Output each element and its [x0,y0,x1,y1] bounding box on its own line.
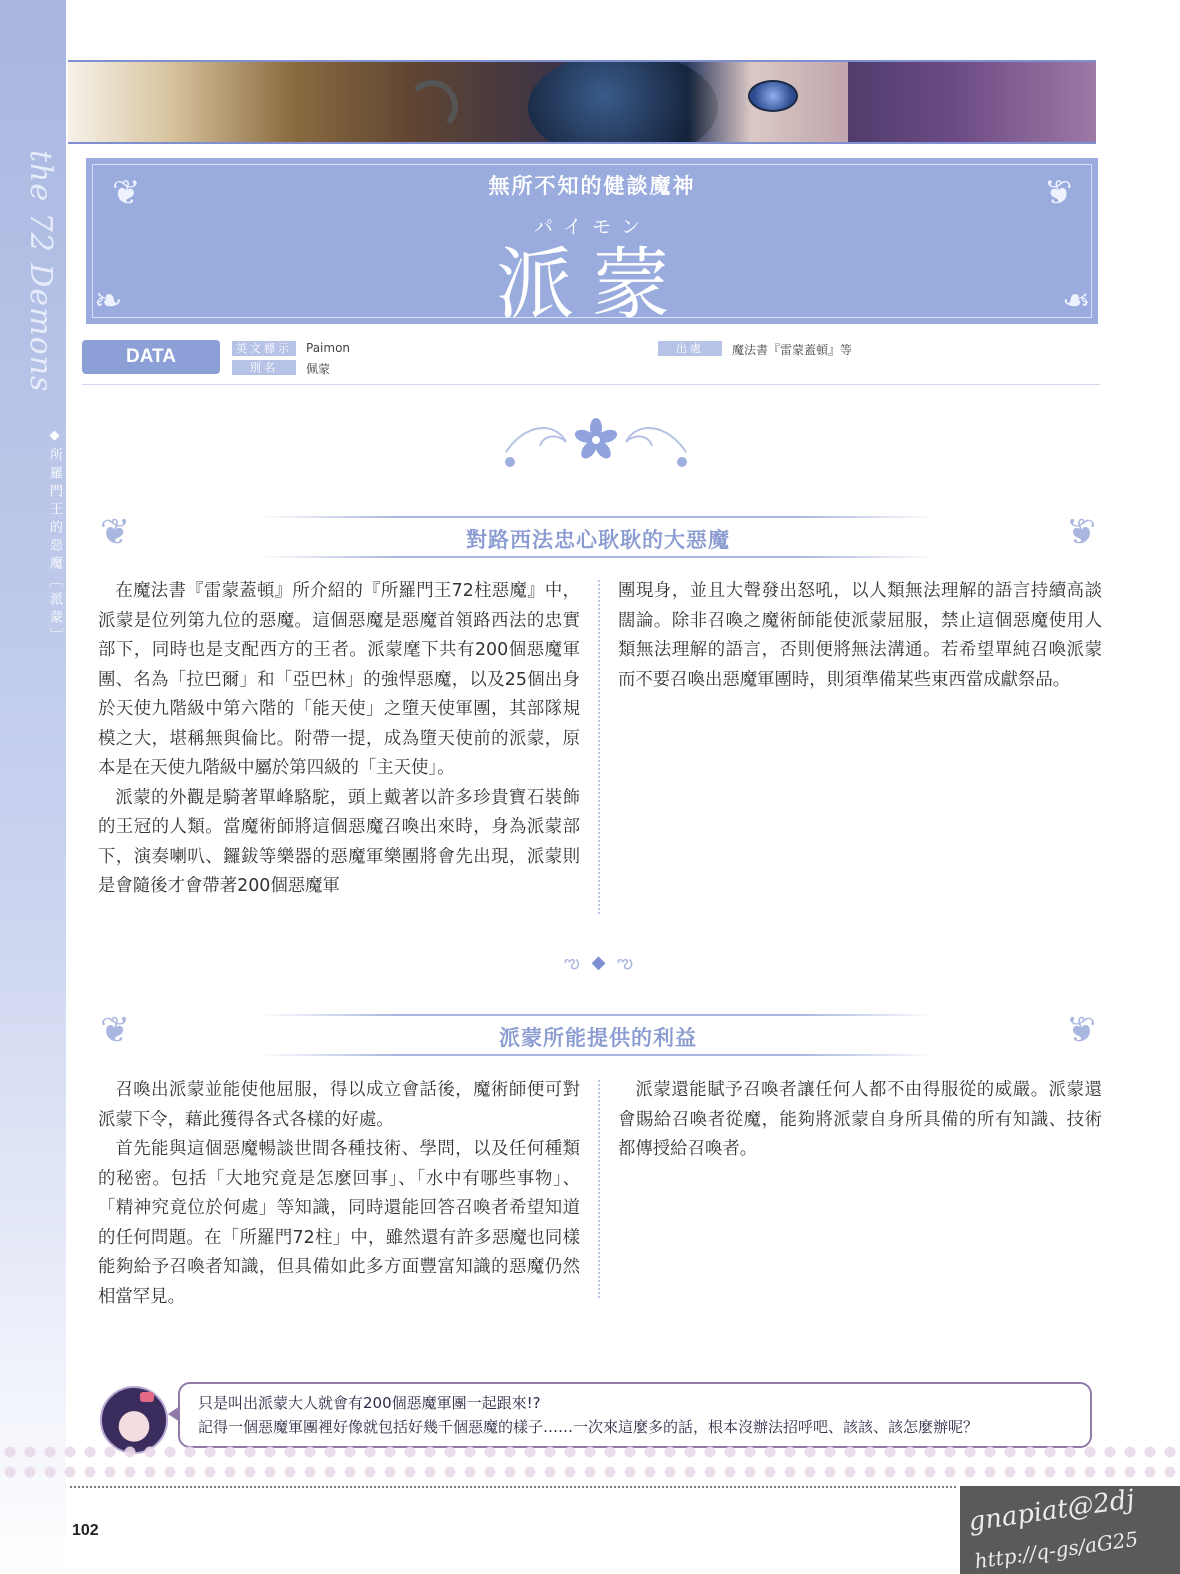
heading-rule [260,1014,936,1016]
divider-ornament [530,952,670,977]
section2-left-column [98,1076,580,1312]
eye-shape [748,80,798,112]
speech-bubble [178,1382,1092,1448]
dots-band [0,1442,1180,1480]
data-tab: DATA [82,340,220,374]
hook-shape [406,80,458,132]
source-value: 魔法書『雷蒙蓋頓』等 [732,343,853,357]
flourish-icon: ❦ [1043,173,1072,213]
ribbon-icon [140,1392,154,1402]
page-title: 派蒙 [495,240,688,330]
diamond-icon: ◆ [591,952,609,973]
paragraph: 團現身，並且大聲發出怒吼，以人類無法理解的語言持續高談闊論。除非召喚之魔術師能使派蒙屈服，禁止這個惡魔使用人類無法理解的語言，否則便將無法溝通。若希望單純召喚派蒙而不要召喚出惡魔軍團時，則須準備某些東西當成獻祭品。 [618,581,1102,690]
flourish-icon: ❦ [112,173,141,213]
section-heading-1 [100,512,1096,562]
center-ornament [496,412,696,476]
section1-left-column [98,577,580,902]
comment-line: 記得一個惡魔軍團裡好像就包括好幾千個惡魔的樣子……一次來這麼多的話，根本沒辦法招呼吧、該該、該怎麼辦呢？ [198,1418,979,1436]
data-row [82,338,1100,385]
alias-label: 別名 [232,360,296,375]
page-number: 102 [72,1522,99,1539]
section-title: 派蒙所能提供的利益 [499,1026,697,1050]
flourish-icon: ❦ [100,512,131,553]
scroll-icon: ఌ [617,952,637,973]
flourish-icon: ❦ [1065,1010,1096,1051]
flourish-icon: ❧ [1061,281,1090,321]
heading-rule [260,556,936,558]
paragraph: 派蒙的外觀是騎著單峰駱駝，頭上戴著以許多珍貴寶石裝飾的王冠的人類。當魔術師將這個惡魔召喚出來時，身為派蒙部下，演奏喇叭、鑼鈸等樂器的惡魔軍樂團將會先出現，派蒙則是會隨後才會帶著200個惡魔軍 [98,787,580,896]
name-reading: パイモン [533,216,650,238]
heading-rule [260,1054,936,1056]
source-label: 出處 [658,341,722,356]
column-divider [598,580,600,914]
flourish-icon: ❦ [1065,512,1096,553]
paragraph: 首先能與這個惡魔暢談世間各種技術、學問，以及任何種類的秘密。包括「大地究竟是怎麼回事」、「水中有哪些事物」、「精神究竟位於何處」等知識，同時還能回答召喚者希望知道的任何問題。在「所羅門72柱」中，雖然還有許多惡魔也同樣能夠給予召喚者知識，但具備如此多方面豐富知識的惡魔仍然相當罕見。 [98,1139,580,1307]
comment-line: 只是叫出派蒙大人就會有200個惡魔軍團一起跟來!? [198,1394,541,1412]
paragraph: 派蒙還能賦予召喚者讓任何人都不由得服從的威嚴。派蒙還會賜給召喚者從魔，能夠將派蒙自身所具備的所有知識、技術都傳授給召喚者。 [618,1080,1102,1159]
section-heading-2 [100,1010,1096,1060]
section-label: ◆所羅門王的惡魔［派蒙］ [47,428,62,646]
title-panel [86,158,1098,330]
banner-illustration [68,60,1096,144]
watermark-text: gnapiat@2dj [966,1484,1137,1538]
alias-value: 佩蒙 [306,362,331,376]
column-divider [598,1080,600,1298]
section-title: 對路西法忠心耿耿的大惡魔 [466,528,730,552]
bubble-tail [168,1406,180,1422]
section1-right-column [618,577,1102,695]
side-bar [0,0,66,1574]
flourish-icon: ❦ [100,1010,131,1051]
watermark [960,1486,1180,1574]
section2-right-column [618,1076,1102,1165]
scroll-icon: ఌ [563,952,583,973]
heading-rule [260,516,936,518]
paragraph: 在魔法書『雷蒙蓋頓』所介紹的『所羅門王72柱惡魔』中，派蒙是位列第九位的惡魔。這個惡魔是惡魔首領路西法的忠實部下，同時也是支配西方的王者。派蒙麾下共有200個惡魔軍團、名為「拉巴爾」和「亞巴林」的強悍惡魔，以及25個出身於天使九階級中第六階的「能天使」之墮天使軍團，其部隊規模之大，堪稱無與倫比。附帶一提，成為墮天使前的派蒙，原本是在天使九階級中屬於第四級的「主天使」。 [98,581,580,778]
english-value: Paimon [306,341,351,355]
paragraph: 召喚出派蒙並能使他屈服，得以成立會話後，魔術師便可對派蒙下令，藉此獲得各式各樣的好處。 [98,1080,580,1130]
flower-ornament-icon [496,412,696,476]
watermark-text: http://q-gs/aG25 [973,1526,1140,1574]
footer-rule [70,1486,956,1488]
english-label: 英文標示 [232,341,296,356]
page-subtitle: 無所不知的健談魔神 [488,174,696,198]
book-title: the 72 Demons [23,150,58,393]
flourish-icon: ❧ [94,281,123,321]
